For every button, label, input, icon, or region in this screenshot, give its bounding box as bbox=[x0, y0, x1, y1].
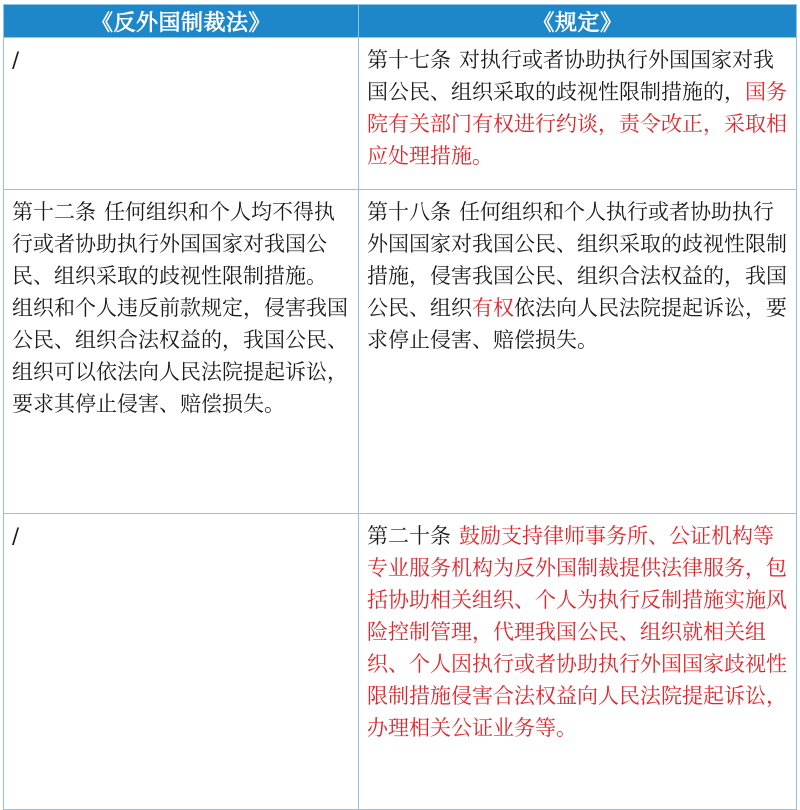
header-anti-foreign-sanctions-law: 《反外国制裁法》 bbox=[4, 5, 359, 38]
article-number: 第十八条 bbox=[367, 200, 451, 224]
table-row bbox=[4, 38, 797, 190]
article-number: 第十七条 bbox=[367, 48, 451, 72]
table-header-row bbox=[4, 5, 797, 38]
highlighted-text: 国务院有关部门有权进行约谈，责令改正，采取相应处理措施。 bbox=[367, 80, 787, 168]
article-text: 任何组织和个人均不得执行或者协助执行外国国家对我国公民、组织采取的歧视性限制措施。 bbox=[12, 200, 335, 288]
highlighted-text: 有权 bbox=[472, 296, 514, 320]
provision-cell-article-18 bbox=[359, 190, 797, 514]
law-cell-article-12 bbox=[4, 190, 359, 514]
highlighted-text: 鼓励支持律师事务所、公证机构等专业服务机构为反外国制裁提供法律服务，包括协助相关组织、个人为执行反制措施实施风险控制管理，代理我国公民、组织就相关组织、个人因执行或者协助执行外国国家歧视性限制措施侵害合法权益向人民法院提起诉讼，办理相关公证业务等。 bbox=[367, 524, 787, 740]
header-provisions: 《规定》 bbox=[359, 5, 797, 38]
article-number: 第十二条 bbox=[12, 200, 96, 224]
article-text-tail: 依法向人民法院提起诉讼，要求停止侵害、赔偿损失。 bbox=[367, 296, 787, 352]
empty-marker: / bbox=[12, 524, 20, 548]
table-row bbox=[4, 514, 797, 810]
provision-cell-article-17 bbox=[359, 38, 797, 190]
article-text: 任何组织和个人执行或者协助执行外国国家对我国公民、组织采取的歧视性限制措施，侵害我国公民、组织合法权益的，我国公民、组织 bbox=[367, 200, 787, 320]
provision-cell-article-20 bbox=[359, 514, 797, 810]
article-number: 第二十条 bbox=[367, 524, 451, 548]
article-text: 对执行或者协助执行外国国家对我国公民、组织采取的歧视性限制措施的， bbox=[367, 48, 774, 104]
law-comparison-table bbox=[3, 4, 797, 810]
table-row bbox=[4, 190, 797, 514]
article-paragraph-1 bbox=[12, 196, 351, 292]
law-cell-empty bbox=[4, 514, 359, 810]
law-cell-empty bbox=[4, 38, 359, 190]
article-paragraph-2: 组织和个人违反前款规定，侵害我国公民、组织合法权益的，我国公民、组织可以依法向人民法院提起诉讼，要求其停止侵害、赔偿损失。 bbox=[12, 296, 348, 416]
empty-marker: / bbox=[12, 48, 20, 72]
